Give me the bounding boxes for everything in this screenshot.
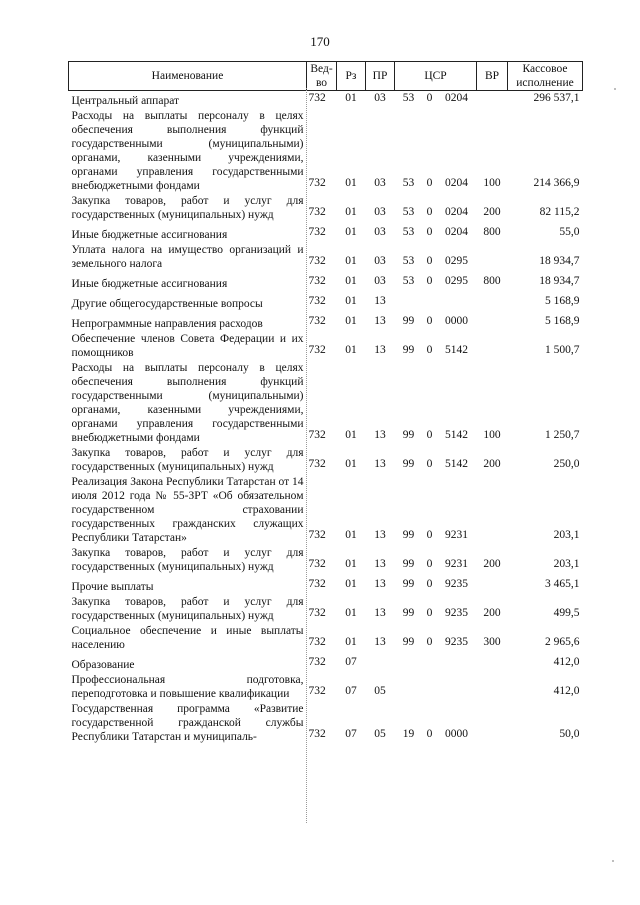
- row-vr: [477, 474, 508, 545]
- row-csr-direction: 0204: [445, 226, 468, 238]
- row-name: Другие общегосударственные вопросы: [71, 298, 263, 310]
- row-csr-direction: 0204: [445, 206, 468, 218]
- row-pr: 13: [374, 458, 386, 470]
- row-csr-direction: 9231: [445, 558, 468, 570]
- table-row: [69, 311, 583, 331]
- row-csr-direction: 5142: [445, 458, 468, 470]
- row-rz: 07: [345, 656, 357, 668]
- row-rz: 07: [345, 728, 357, 740]
- header-amount: [508, 62, 583, 91]
- row-csr-program: 53: [402, 226, 415, 238]
- row-pr: [366, 652, 395, 672]
- row-amount: 499,5: [553, 607, 580, 619]
- row-csr-program: 99: [402, 636, 415, 648]
- row-ved: 732: [308, 458, 326, 470]
- row-csr-program: 53: [402, 275, 415, 287]
- row-name: Закупка товаров, работ и услуг для государственных (муниципальных) нужд: [71, 596, 304, 622]
- scan-speck: [614, 88, 616, 90]
- row-ved: 732: [308, 177, 326, 189]
- row-csr-direction: 0295: [445, 275, 468, 287]
- row-amount: 50,0: [559, 728, 580, 740]
- row-vr: [477, 242, 508, 271]
- row-csr-direction: 0000: [445, 728, 468, 740]
- row-csr-direction: 5142: [445, 344, 468, 356]
- row-amount: 82 115,2: [539, 206, 580, 218]
- table-row: [69, 594, 583, 623]
- row-csr-program: 53: [402, 206, 415, 218]
- table-row: [69, 545, 583, 574]
- header-ved-line1: Вед-: [310, 63, 333, 75]
- header-amount-line1: Кассовое: [522, 63, 568, 75]
- row-ved: 732: [308, 636, 326, 648]
- header-vr: ВР: [477, 62, 508, 91]
- row-name: Образование: [71, 659, 135, 671]
- row-csr-direction: [437, 291, 477, 311]
- table-row: [69, 360, 583, 445]
- row-rz: 01: [345, 92, 357, 104]
- row-ved: 732: [308, 275, 326, 287]
- row-pr: 03: [374, 92, 386, 104]
- header-ved-line2: во: [315, 77, 328, 89]
- row-pr: 13: [374, 607, 386, 619]
- row-name: Государственная программа «Развитие государственной гражданской службы Республики Татарстан и муниципаль-: [71, 703, 304, 743]
- row-csr-direction: 0295: [445, 255, 468, 267]
- row-csr-sub: 0: [426, 177, 433, 189]
- row-rz: 01: [345, 206, 357, 218]
- row-csr-sub: 0: [426, 92, 433, 104]
- row-csr-sub: 0: [426, 529, 433, 541]
- row-csr-program: 53: [402, 177, 415, 189]
- header-csr: ЦСР: [395, 62, 477, 91]
- row-vr: 100: [483, 177, 501, 189]
- row-csr-sub: 0: [426, 255, 433, 267]
- row-csr-sub: 0: [426, 344, 433, 356]
- row-csr-sub: 0: [426, 636, 433, 648]
- row-vr: 200: [483, 206, 501, 218]
- row-csr-direction: 0204: [445, 177, 468, 189]
- row-csr-direction: [437, 672, 477, 701]
- row-amount: 250,0: [553, 458, 580, 470]
- table-row: [69, 222, 583, 242]
- row-amount: 5 168,9: [545, 295, 580, 307]
- row-ved: 732: [308, 295, 326, 307]
- table-row: [69, 193, 583, 222]
- row-name: Закупка товаров, работ и услуг для государственных (муниципальных) нужд: [71, 547, 304, 573]
- row-name: Расходы на выплаты персоналу в целях обеспечения выполнения функций государственными (муниципальными) органами, казенными учреждениями, органами управления государственными внебюджетными фондами: [71, 362, 304, 444]
- row-csr-direction: 5142: [445, 429, 468, 441]
- row-csr-sub: 0: [426, 728, 433, 740]
- row-ved: 732: [308, 607, 326, 619]
- row-csr-direction: 9235: [445, 607, 468, 619]
- row-ved: 732: [308, 92, 326, 104]
- row-pr: 13: [374, 344, 386, 356]
- row-pr: 13: [374, 295, 386, 307]
- row-amount: 1 250,7: [545, 429, 580, 441]
- row-amount: 5 168,9: [545, 315, 580, 327]
- row-csr-direction: 9235: [445, 578, 468, 590]
- row-csr-sub: [423, 672, 437, 701]
- row-csr-program: 99: [402, 458, 415, 470]
- row-rz: 01: [345, 458, 357, 470]
- row-name: Обеспечение членов Совета Федерации и их помощников: [71, 333, 304, 359]
- row-ved: 732: [308, 344, 326, 356]
- row-csr-program: 53: [402, 255, 415, 267]
- row-vr: [477, 311, 508, 331]
- row-csr-direction: 9231: [445, 529, 468, 541]
- row-csr-direction: 9235: [445, 636, 468, 648]
- row-amount: 3 465,1: [545, 578, 580, 590]
- row-csr-sub: 0: [426, 578, 433, 590]
- header-rz: Рз: [337, 62, 366, 91]
- row-amount: 412,0: [553, 685, 580, 697]
- row-rz: 01: [345, 607, 357, 619]
- table-row: [69, 474, 583, 545]
- row-csr-sub: [423, 652, 437, 672]
- row-vr: 200: [483, 558, 501, 570]
- row-vr: [477, 331, 508, 360]
- row-csr-program: 99: [402, 558, 415, 570]
- row-name: Закупка товаров, работ и услуг для государственных (муниципальных) нужд: [71, 447, 304, 473]
- row-pr: 13: [374, 315, 386, 327]
- row-amount: 2 965,6: [545, 636, 580, 648]
- row-rz: 01: [345, 558, 357, 570]
- row-amount: 18 934,7: [539, 275, 580, 287]
- page-number: 170: [310, 34, 330, 49]
- row-amount: 18 934,7: [539, 255, 580, 267]
- row-vr: 200: [483, 458, 501, 470]
- row-vr: 100: [483, 429, 501, 441]
- table-row: [69, 623, 583, 652]
- row-vr: [477, 652, 508, 672]
- table-row: [69, 331, 583, 360]
- row-ved: 732: [308, 728, 326, 740]
- row-name: Иные бюджетные ассигнования: [71, 229, 228, 241]
- row-csr-sub: 0: [426, 206, 433, 218]
- row-pr: 05: [374, 685, 386, 697]
- table-row: [69, 271, 583, 291]
- row-vr: [477, 672, 508, 701]
- row-vr: [477, 701, 508, 744]
- row-pr: 05: [374, 728, 386, 740]
- row-vr: 800: [483, 275, 501, 287]
- column-separator: [306, 88, 307, 823]
- row-rz: 01: [345, 255, 357, 267]
- row-ved: 732: [308, 206, 326, 218]
- row-ved: 732: [308, 255, 326, 267]
- row-amount: 214 366,9: [533, 177, 580, 189]
- row-vr: [477, 574, 508, 594]
- row-pr: 03: [374, 275, 386, 287]
- row-amount: 55,0: [559, 226, 580, 238]
- row-csr-sub: 0: [426, 558, 433, 570]
- row-csr-direction: 0000: [445, 315, 468, 327]
- row-ved: 732: [308, 578, 326, 590]
- row-name: Центральный аппарат: [71, 95, 180, 107]
- scan-speck: [612, 860, 614, 862]
- header-pr: ПР: [366, 62, 395, 91]
- row-rz: 01: [345, 344, 357, 356]
- row-amount: 1 500,7: [545, 344, 580, 356]
- row-rz: 01: [345, 429, 357, 441]
- table-row: [69, 91, 583, 109]
- row-vr: [477, 91, 508, 109]
- row-rz: 01: [345, 636, 357, 648]
- header-name: Наименование: [69, 62, 307, 91]
- header-amount-line2: исполнение: [516, 77, 574, 89]
- row-name: Уплата налога на имущество организаций и земельного налога: [71, 244, 304, 270]
- row-csr-program: 99: [402, 607, 415, 619]
- table-row: [69, 445, 583, 474]
- budget-execution-table: [68, 61, 583, 744]
- row-pr: 13: [374, 578, 386, 590]
- table-row: [69, 291, 583, 311]
- row-amount: 203,1: [553, 558, 580, 570]
- table-row: [69, 672, 583, 701]
- row-pr: 13: [374, 429, 386, 441]
- row-csr-sub: 0: [426, 226, 433, 238]
- table-row: [69, 242, 583, 271]
- row-pr: 03: [374, 177, 386, 189]
- row-rz: 07: [345, 685, 357, 697]
- table-row: [69, 108, 583, 193]
- table-row: [69, 574, 583, 594]
- row-ved: 732: [308, 315, 326, 327]
- row-csr-sub: 0: [426, 458, 433, 470]
- row-pr: 03: [374, 226, 386, 238]
- row-rz: 01: [345, 578, 357, 590]
- row-ved: 732: [308, 429, 326, 441]
- row-csr-direction: 0204: [445, 92, 468, 104]
- row-ved: 732: [308, 685, 326, 697]
- row-csr-sub: 0: [426, 315, 433, 327]
- row-csr-program: [395, 652, 423, 672]
- row-rz: 01: [345, 529, 357, 541]
- table-row: [69, 652, 583, 672]
- row-ved: 732: [308, 529, 326, 541]
- row-name: Реализация Закона Республики Татарстан от 14 июля 2012 года № 55-ЗРТ «Об обязательном государственном страховании государственных гражданских служащих Республики Татарстан»: [71, 476, 304, 544]
- row-vr: [477, 291, 508, 311]
- row-vr: 200: [483, 607, 501, 619]
- row-ved: 732: [308, 558, 326, 570]
- row-amount: 412,0: [553, 656, 580, 668]
- row-name: Иные бюджетные ассигнования: [71, 278, 228, 290]
- row-pr: 13: [374, 529, 386, 541]
- row-ved: 732: [308, 226, 326, 238]
- row-rz: 01: [345, 226, 357, 238]
- row-csr-program: 99: [402, 578, 415, 590]
- row-csr-program: 19: [402, 728, 415, 740]
- row-name: Расходы на выплаты персоналу в целях обеспечения выполнения функций государственными (муниципальными) органами, казенными учреждениями, органами управления государственными внебюджетными фондами: [71, 110, 304, 192]
- row-csr-program: 53: [402, 92, 415, 104]
- row-vr: 300: [483, 636, 501, 648]
- row-csr-program: [395, 672, 423, 701]
- table-row: [69, 701, 583, 744]
- row-csr-program: 99: [402, 344, 415, 356]
- row-rz: 01: [345, 177, 357, 189]
- row-name: Закупка товаров, работ и услуг для государственных (муниципальных) нужд: [71, 195, 304, 221]
- row-amount: 296 537,1: [533, 92, 580, 104]
- row-csr-sub: 0: [426, 275, 433, 287]
- row-name: Профессиональная подготовка, переподготовка и повышение квалификации: [71, 674, 304, 700]
- row-name: Социальное обеспечение и иные выплаты населению: [71, 625, 304, 651]
- row-ved: 732: [308, 656, 326, 668]
- row-name: Непрограммные направления расходов: [71, 318, 263, 330]
- row-csr-program: 99: [402, 315, 415, 327]
- row-rz: 01: [345, 275, 357, 287]
- row-pr: 13: [374, 558, 386, 570]
- header-ved: [307, 62, 337, 91]
- row-csr-sub: [423, 291, 437, 311]
- row-amount: 203,1: [553, 529, 580, 541]
- row-name: Прочие выплаты: [71, 581, 154, 593]
- row-pr: 03: [374, 206, 386, 218]
- table-body: [69, 91, 583, 745]
- table-header: [69, 62, 583, 91]
- row-csr-program: 99: [402, 429, 415, 441]
- row-pr: 13: [374, 636, 386, 648]
- row-pr: 03: [374, 255, 386, 267]
- row-csr-direction: [437, 652, 477, 672]
- row-rz: 01: [345, 315, 357, 327]
- row-vr: 800: [483, 226, 501, 238]
- row-csr-program: [395, 291, 423, 311]
- row-rz: 01: [345, 295, 357, 307]
- row-csr-program: 99: [402, 529, 415, 541]
- row-csr-sub: 0: [426, 429, 433, 441]
- row-csr-sub: 0: [426, 607, 433, 619]
